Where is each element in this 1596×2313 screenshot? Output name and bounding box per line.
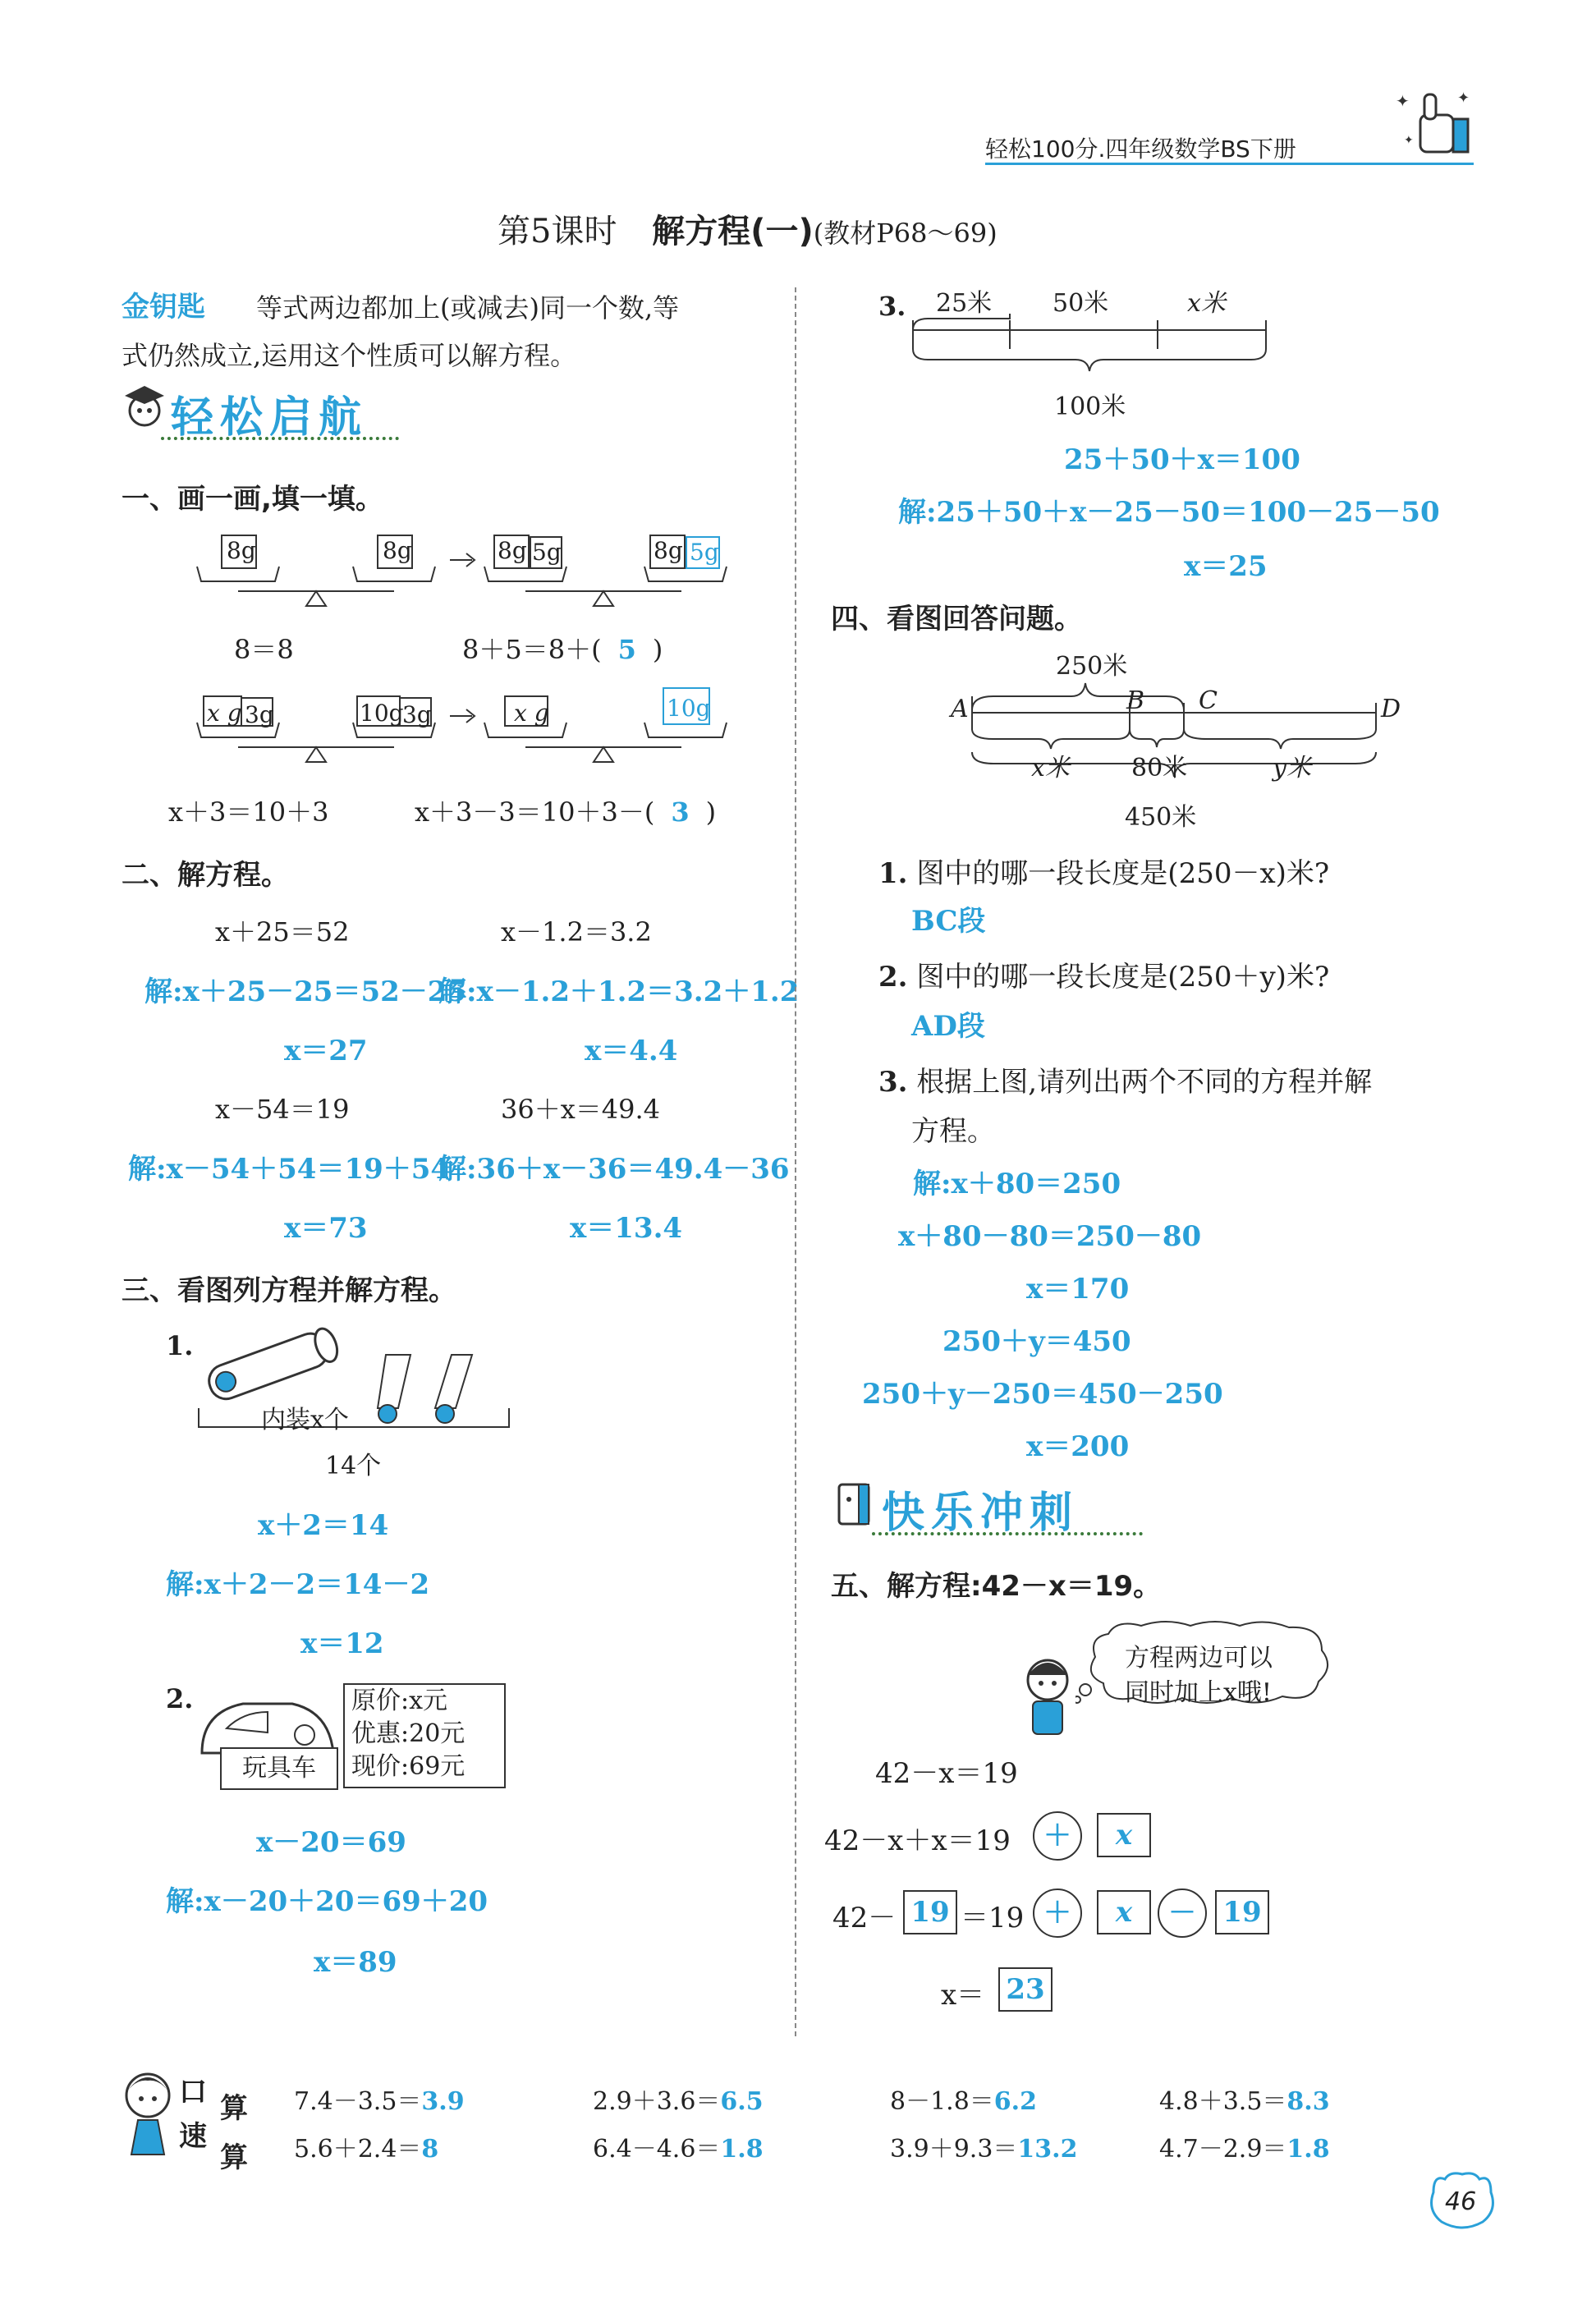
kousuan-label-4: 算: [220, 2141, 248, 2174]
seg-x-label: x米: [1031, 754, 1070, 782]
q5-line4-box: 23: [998, 1967, 1053, 2012]
q3-title: 三、看图列方程并解方程。: [122, 1274, 456, 1307]
scale-b-left-weight-1: 8g: [498, 537, 527, 564]
q3-item1-num: 1.: [166, 1330, 194, 1361]
q2-p3-step1: 解:x－54＋54＝19＋54: [128, 1153, 451, 1186]
q4-sub1-answer: BC段: [911, 905, 986, 938]
q4-sub3-ans6: x＝200: [1026, 1430, 1130, 1463]
svg-text:✦: ✦: [1457, 89, 1470, 107]
bubble-line1: 方程两边可以: [1125, 1644, 1273, 1673]
graduate-icon: [120, 379, 169, 437]
page-number: 46: [1445, 2187, 1477, 2216]
q3-item2-step2: x＝89: [314, 1946, 397, 1979]
boy-thinking-icon: [1015, 1650, 1080, 1741]
section-underline: [161, 437, 399, 440]
q5-line3-mid: ＝19: [961, 1902, 1025, 1934]
scale-d-left-weight: x g: [514, 700, 549, 727]
q5-line3-op1: ＋: [1033, 1888, 1082, 1938]
ad-bottom-length: 450米: [1125, 803, 1197, 832]
q3-item3-step2: x＝25: [1184, 550, 1268, 583]
q3-item1-equation: x＋2＝14: [258, 1509, 389, 1542]
point-a: A: [951, 695, 969, 723]
seg-25m: 25米: [936, 289, 993, 318]
q1-eq-c: x＋3＝10＋3: [168, 796, 329, 828]
kousuan-label-3: 速: [179, 2120, 207, 2153]
q3-item2-num: 2.: [166, 1683, 194, 1714]
seg-xm: x米: [1187, 289, 1226, 318]
q1-eq-b: 8＋5＝8＋( 5 ): [462, 634, 663, 665]
scale-a-left-weight: 8g: [227, 537, 256, 564]
q2-p4-step2: x＝13.4: [570, 1212, 683, 1245]
key-label: 金钥匙: [122, 291, 205, 324]
book-title: 轻松100分.四年级数学BS下册: [985, 135, 1296, 163]
scale-c-right-weight-2: 3g: [402, 701, 432, 728]
q2-p1: x＋25＝52: [215, 916, 350, 948]
mental-item-4: 4.8＋3.5＝8.3: [1159, 2087, 1330, 2116]
price-tag: [343, 1683, 506, 1788]
q3-item1-total: 14个: [325, 1452, 382, 1480]
lesson-num: 第5课时: [498, 213, 617, 250]
scale-c-right-weight-1: 10g: [360, 700, 404, 727]
q1-eq-b-answer: 5: [617, 634, 636, 665]
q5-line2-box: x: [1097, 1813, 1151, 1857]
q1-title: 一、画一画,填一填。: [122, 483, 383, 516]
ad-top-length: 250米: [1056, 652, 1128, 681]
q3-item1-step1: 解:x＋2－2＝14－2: [166, 1568, 430, 1601]
q4-title: 四、看图回答问题。: [831, 603, 1082, 636]
kousuan-label-2: 算: [220, 2092, 248, 2125]
q2-p2: x－1.2＝3.2: [501, 916, 652, 948]
q5-line2-op: ＋: [1033, 1811, 1082, 1861]
q2-p1-step2: x＝27: [284, 1035, 368, 1067]
thumbs-up-icon: [1387, 82, 1478, 164]
q5-line3-box3: 19: [1215, 1890, 1269, 1934]
scale-a-right-weight: 8g: [383, 537, 412, 564]
point-d: D: [1381, 695, 1401, 723]
q3-item3-num: 3.: [878, 291, 906, 322]
q2-p2-step1: 解:x－1.2＋1.2＝3.2＋1.2: [438, 975, 800, 1008]
q3-item3-equation: 25＋50＋x＝100: [1064, 443, 1300, 476]
q3-item2-equation: x－20＝69: [256, 1826, 406, 1859]
q5-line4: x＝: [941, 1979, 985, 2012]
q2-p3-step2: x＝73: [284, 1212, 368, 1245]
q2-p1-step1: 解:x＋25－25＝52－25: [144, 975, 467, 1008]
q4-sub3: 3. 根据上图,请列出两个不同的方程并解: [878, 1066, 1373, 1099]
kousuan-label-1: 口: [179, 2076, 207, 2109]
q5-line1: 42－x＝19: [875, 1757, 1018, 1790]
q4-sub2: 2. 图中的哪一段长度是(250＋y)米?: [878, 961, 1330, 994]
q4-sub3-ans4: 250＋y＝450: [942, 1325, 1131, 1358]
mental-item-2: 2.9＋3.6＝6.5: [593, 2087, 764, 2116]
q5-line3-box1: 19: [903, 1890, 957, 1934]
svg-text:✦: ✦: [1396, 91, 1410, 111]
q3-item2-step1: 解:x－20＋20＝69＋20: [166, 1885, 488, 1918]
q4-sub3-ans5: 250＋y－250＝450－250: [862, 1378, 1223, 1411]
lesson-ref: (教材P68～69): [813, 218, 998, 249]
section-underline-2: [872, 1532, 1143, 1535]
key-text-2: 式仍然成立,运用这个性质可以解方程。: [122, 340, 577, 371]
q5-title: 五、解方程:42－x＝19。: [831, 1570, 1162, 1603]
q5-line3-box2: x: [1097, 1890, 1151, 1934]
q4-sub3-ans2: x＋80－80＝250－80: [898, 1220, 1202, 1253]
seg-y-label: y米: [1273, 754, 1311, 782]
q1-eq-d-answer: 3: [671, 796, 690, 828]
column-divider: [795, 287, 796, 2036]
q4-sub3-ans1: 解:x＋80＝250: [913, 1168, 1121, 1200]
segment-diagram-100m: [911, 312, 1273, 386]
section-title-kuaile: 快乐冲刺: [882, 1489, 1080, 1538]
q2-p4-step1: 解:36＋x－36＝49.4－36: [438, 1153, 790, 1186]
price-tag-original: 原价:x元: [351, 1687, 448, 1715]
q4-sub3-line2: 方程。: [911, 1115, 995, 1148]
seg-80-label: 80米: [1131, 754, 1188, 782]
mental-item-6: 6.4－4.6＝1.8: [593, 2135, 764, 2164]
mental-item-1: 7.4－3.5＝3.9: [294, 2087, 465, 2116]
q3-item3-step1: 解:25＋50＋x－25－50＝100－25－50: [898, 496, 1440, 529]
key-text-1: 等式两边都加上(或减去)同一个数,等: [256, 292, 680, 324]
notebook-icon: [831, 1478, 880, 1531]
q3-item1-step2: x＝12: [300, 1627, 384, 1660]
q2-title: 二、解方程。: [122, 859, 289, 892]
bubble-line2: 同时加上x哦!: [1125, 1678, 1272, 1707]
point-b: B: [1126, 686, 1145, 715]
toy-car-label-box: [220, 1747, 338, 1790]
point-c: C: [1199, 686, 1218, 715]
scale-d-right-weight: 10g: [667, 695, 711, 722]
lesson-main: 解方程(一): [652, 213, 814, 250]
q4-sub2-answer: AD段: [911, 1010, 985, 1043]
svg-text:✦: ✦: [1404, 134, 1414, 147]
q2-p4: 36＋x＝49.4: [501, 1094, 661, 1125]
q4-sub1: 1. 图中的哪一段长度是(250－x)米?: [878, 857, 1330, 890]
q1-eq-a: 8＝8: [234, 634, 294, 665]
shuttlecock-tube-illustration: [189, 1322, 525, 1437]
mental-item-7: 3.9＋9.3＝13.2: [890, 2135, 1078, 2164]
mental-item-8: 4.7－2.9＝1.8: [1159, 2135, 1330, 2164]
q1-eq-d: x＋3－3＝10＋3－( 3 ): [415, 796, 717, 828]
q5-line3-pre: 42－: [832, 1902, 897, 1934]
q5-line2: 42－x＋x＝19: [824, 1824, 1011, 1857]
q3-item1-inner-label: 内装x个: [261, 1406, 349, 1434]
scale-b-right-weight-2: 5g: [690, 539, 719, 566]
q4-sub3-ans3: x＝170: [1026, 1273, 1130, 1306]
scale-c-left-weight-2: 3g: [245, 701, 274, 728]
mental-item-5: 5.6＋2.4＝8: [294, 2135, 439, 2164]
mascot-girl-icon: [120, 2063, 177, 2169]
scale-c-left-weight-1: x g: [207, 700, 242, 727]
section-title-qinsong: 轻松启航: [171, 393, 369, 443]
scale-b-left-weight-2: 5g: [532, 539, 562, 566]
q2-p3: x－54＝19: [215, 1094, 350, 1125]
price-tag-current: 现价:69元: [351, 1752, 466, 1781]
q5-line3-op2: －: [1158, 1888, 1207, 1938]
price-tag-discount: 优惠:20元: [351, 1719, 466, 1748]
toy-car-label: 玩具车: [242, 1754, 316, 1783]
lesson-title: [498, 205, 998, 252]
scale-b-right-weight-1: 8g: [654, 537, 683, 564]
seg-50m: 50米: [1053, 289, 1109, 318]
q2-p2-step2: x＝4.4: [585, 1035, 678, 1067]
seg-total-100m: 100米: [1054, 392, 1126, 421]
mental-item-3: 8－1.8＝6.2: [890, 2087, 1037, 2116]
